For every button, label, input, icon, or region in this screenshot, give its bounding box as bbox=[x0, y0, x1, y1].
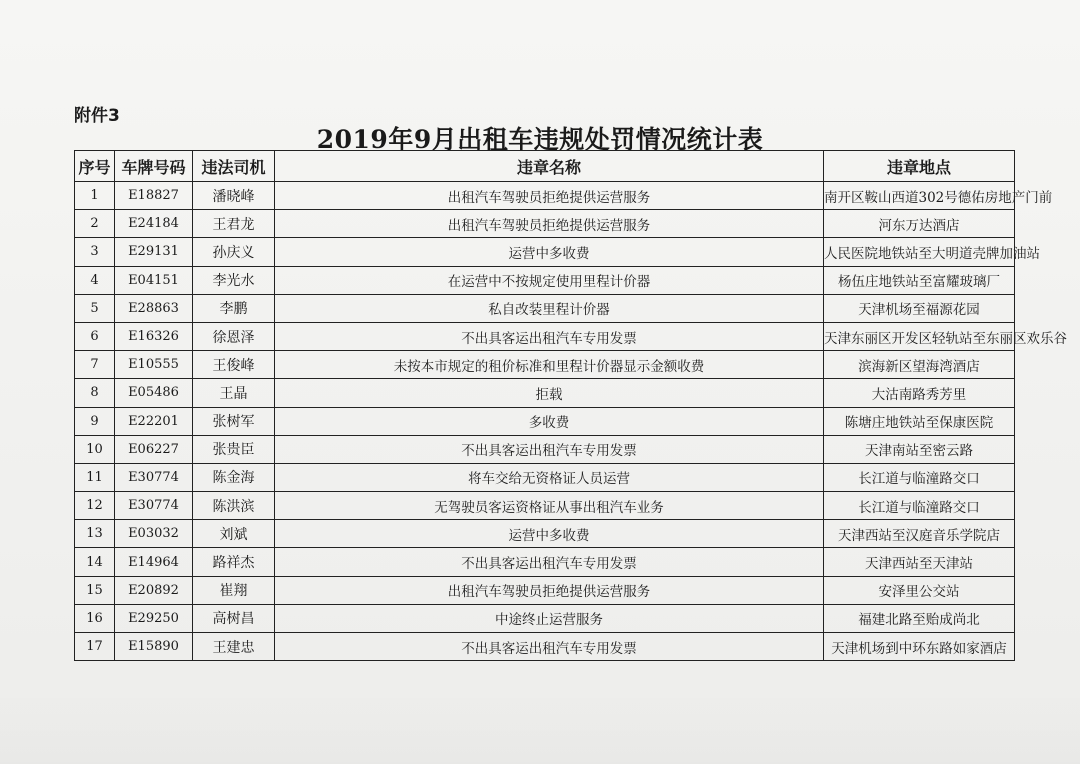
cell-driver: 崔翔 bbox=[193, 576, 275, 604]
table-row bbox=[75, 351, 1015, 379]
cell-index: 16 bbox=[75, 604, 115, 632]
cell-plate: E28863 bbox=[115, 294, 193, 322]
header-driver: 违法司机 bbox=[193, 151, 275, 182]
cell-driver: 陈洪滨 bbox=[193, 492, 275, 520]
cell-location: 陈塘庄地铁站至保康医院 bbox=[824, 407, 1015, 435]
cell-index: 2 bbox=[75, 210, 115, 238]
cell-index: 4 bbox=[75, 266, 115, 294]
table-header-row bbox=[75, 151, 1015, 182]
cell-plate: E05486 bbox=[115, 379, 193, 407]
cell-driver: 陈金海 bbox=[193, 463, 275, 491]
cell-location: 天津南站至密云路 bbox=[824, 435, 1015, 463]
cell-index: 6 bbox=[75, 322, 115, 350]
cell-location: 天津西站至汉庭音乐学院店 bbox=[824, 520, 1015, 548]
cell-index: 11 bbox=[75, 463, 115, 491]
cell-plate: E18827 bbox=[115, 182, 193, 210]
cell-index: 13 bbox=[75, 520, 115, 548]
cell-index: 3 bbox=[75, 238, 115, 266]
table-row bbox=[75, 604, 1015, 632]
cell-violation: 多收费 bbox=[275, 407, 824, 435]
cell-location: 人民医院地铁站至大明道壳牌加油站 bbox=[824, 238, 1015, 266]
table-row bbox=[75, 266, 1015, 294]
cell-index: 7 bbox=[75, 351, 115, 379]
cell-driver: 张树军 bbox=[193, 407, 275, 435]
cell-location: 滨海新区望海湾酒店 bbox=[824, 351, 1015, 379]
cell-driver: 徐恩泽 bbox=[193, 322, 275, 350]
cell-index: 9 bbox=[75, 407, 115, 435]
cell-violation: 无驾驶员客运资格证从事出租汽车业务 bbox=[275, 492, 824, 520]
cell-location: 福建北路至贻成尚北 bbox=[824, 604, 1015, 632]
cell-violation: 私自改装里程计价器 bbox=[275, 294, 824, 322]
cell-plate: E16326 bbox=[115, 322, 193, 350]
cell-location: 长江道与临潼路交口 bbox=[824, 463, 1015, 491]
header-plate: 车牌号码 bbox=[115, 151, 193, 182]
cell-driver: 孙庆义 bbox=[193, 238, 275, 266]
cell-violation: 出租汽车驾驶员拒绝提供运营服务 bbox=[275, 182, 824, 210]
cell-violation: 中途终止运营服务 bbox=[275, 604, 824, 632]
cell-plate: E29250 bbox=[115, 604, 193, 632]
cell-plate: E22201 bbox=[115, 407, 193, 435]
table-body bbox=[75, 182, 1067, 661]
table-row bbox=[75, 463, 1015, 491]
cell-location: 天津东丽区开发区轻轨站至东丽区欢乐谷 bbox=[824, 322, 1015, 350]
table-row bbox=[75, 633, 1015, 661]
cell-index: 17 bbox=[75, 633, 115, 661]
cell-index: 15 bbox=[75, 576, 115, 604]
cell-violation: 将车交给无资格证人员运营 bbox=[275, 463, 824, 491]
cell-plate: E04151 bbox=[115, 266, 193, 294]
cell-violation: 不出具客运出租汽车专用发票 bbox=[275, 633, 824, 661]
cell-violation: 不出具客运出租汽车专用发票 bbox=[275, 322, 824, 350]
cell-plate: E14964 bbox=[115, 548, 193, 576]
cell-violation: 出租汽车驾驶员拒绝提供运营服务 bbox=[275, 576, 824, 604]
cell-plate: E20892 bbox=[115, 576, 193, 604]
cell-violation: 不出具客运出租汽车专用发票 bbox=[275, 548, 824, 576]
cell-location: 天津西站至天津站 bbox=[824, 548, 1015, 576]
table-row bbox=[75, 294, 1015, 322]
cell-driver: 张贵臣 bbox=[193, 435, 275, 463]
cell-driver: 王晶 bbox=[193, 379, 275, 407]
cell-driver: 李鹏 bbox=[193, 294, 275, 322]
cell-index: 10 bbox=[75, 435, 115, 463]
cell-driver: 刘斌 bbox=[193, 520, 275, 548]
cell-plate: E03032 bbox=[115, 520, 193, 548]
cell-driver: 路祥杰 bbox=[193, 548, 275, 576]
cell-driver: 李光水 bbox=[193, 266, 275, 294]
table-row bbox=[75, 576, 1015, 604]
cell-location: 安泽里公交站 bbox=[824, 576, 1015, 604]
table-row bbox=[75, 322, 1015, 350]
cell-location: 杨伍庄地铁站至富耀玻璃厂 bbox=[824, 266, 1015, 294]
cell-location: 天津机场到中环东路如家酒店 bbox=[824, 633, 1015, 661]
table-row bbox=[75, 210, 1015, 238]
cell-violation: 拒载 bbox=[275, 379, 824, 407]
cell-driver: 王建忠 bbox=[193, 633, 275, 661]
table-row bbox=[75, 238, 1015, 266]
cell-driver: 王俊峰 bbox=[193, 351, 275, 379]
cell-index: 12 bbox=[75, 492, 115, 520]
cell-driver: 高树昌 bbox=[193, 604, 275, 632]
cell-location: 长江道与临潼路交口 bbox=[824, 492, 1015, 520]
cell-index: 1 bbox=[75, 182, 115, 210]
header-location: 违章地点 bbox=[824, 151, 1015, 182]
cell-plate: E30774 bbox=[115, 463, 193, 491]
table-row bbox=[75, 407, 1015, 435]
cell-location: 大沽南路秀芳里 bbox=[824, 379, 1015, 407]
header-index: 序号 bbox=[75, 151, 115, 182]
document-title: 2019年9月出租车违规处罚情况统计表 bbox=[316, 125, 764, 154]
cell-violation: 在运营中不按规定使用里程计价器 bbox=[275, 266, 824, 294]
cell-plate: E06227 bbox=[115, 435, 193, 463]
cell-index: 14 bbox=[75, 548, 115, 576]
table-row bbox=[75, 548, 1015, 576]
table-row bbox=[75, 182, 1015, 210]
cell-plate: E10555 bbox=[115, 351, 193, 379]
cell-violation: 未按本市规定的租价标准和里程计价器显示金额收费 bbox=[275, 351, 824, 379]
table-row bbox=[75, 379, 1015, 407]
cell-plate: E24184 bbox=[115, 210, 193, 238]
table-row bbox=[75, 492, 1015, 520]
cell-violation: 出租汽车驾驶员拒绝提供运营服务 bbox=[275, 210, 824, 238]
cell-location: 南开区鞍山西道302号德佑房地产门前 bbox=[824, 182, 1015, 210]
cell-violation: 不出具客运出租汽车专用发票 bbox=[275, 435, 824, 463]
cell-index: 8 bbox=[75, 379, 115, 407]
cell-location: 天津机场至福源花园 bbox=[824, 294, 1015, 322]
header-violation: 违章名称 bbox=[275, 151, 824, 182]
cell-driver: 王君龙 bbox=[193, 210, 275, 238]
cell-plate: E29131 bbox=[115, 238, 193, 266]
cell-violation: 运营中多收费 bbox=[275, 238, 824, 266]
cell-location: 河东万达酒店 bbox=[824, 210, 1015, 238]
attachment-label: 附件3 bbox=[74, 106, 120, 126]
violation-table bbox=[74, 150, 1067, 661]
cell-plate: E15890 bbox=[115, 633, 193, 661]
table-row bbox=[75, 520, 1015, 548]
cell-plate: E30774 bbox=[115, 492, 193, 520]
page-shadow bbox=[0, 690, 1080, 764]
cell-index: 5 bbox=[75, 294, 115, 322]
cell-driver: 潘晓峰 bbox=[193, 182, 275, 210]
table-row bbox=[75, 435, 1015, 463]
cell-violation: 运营中多收费 bbox=[275, 520, 824, 548]
